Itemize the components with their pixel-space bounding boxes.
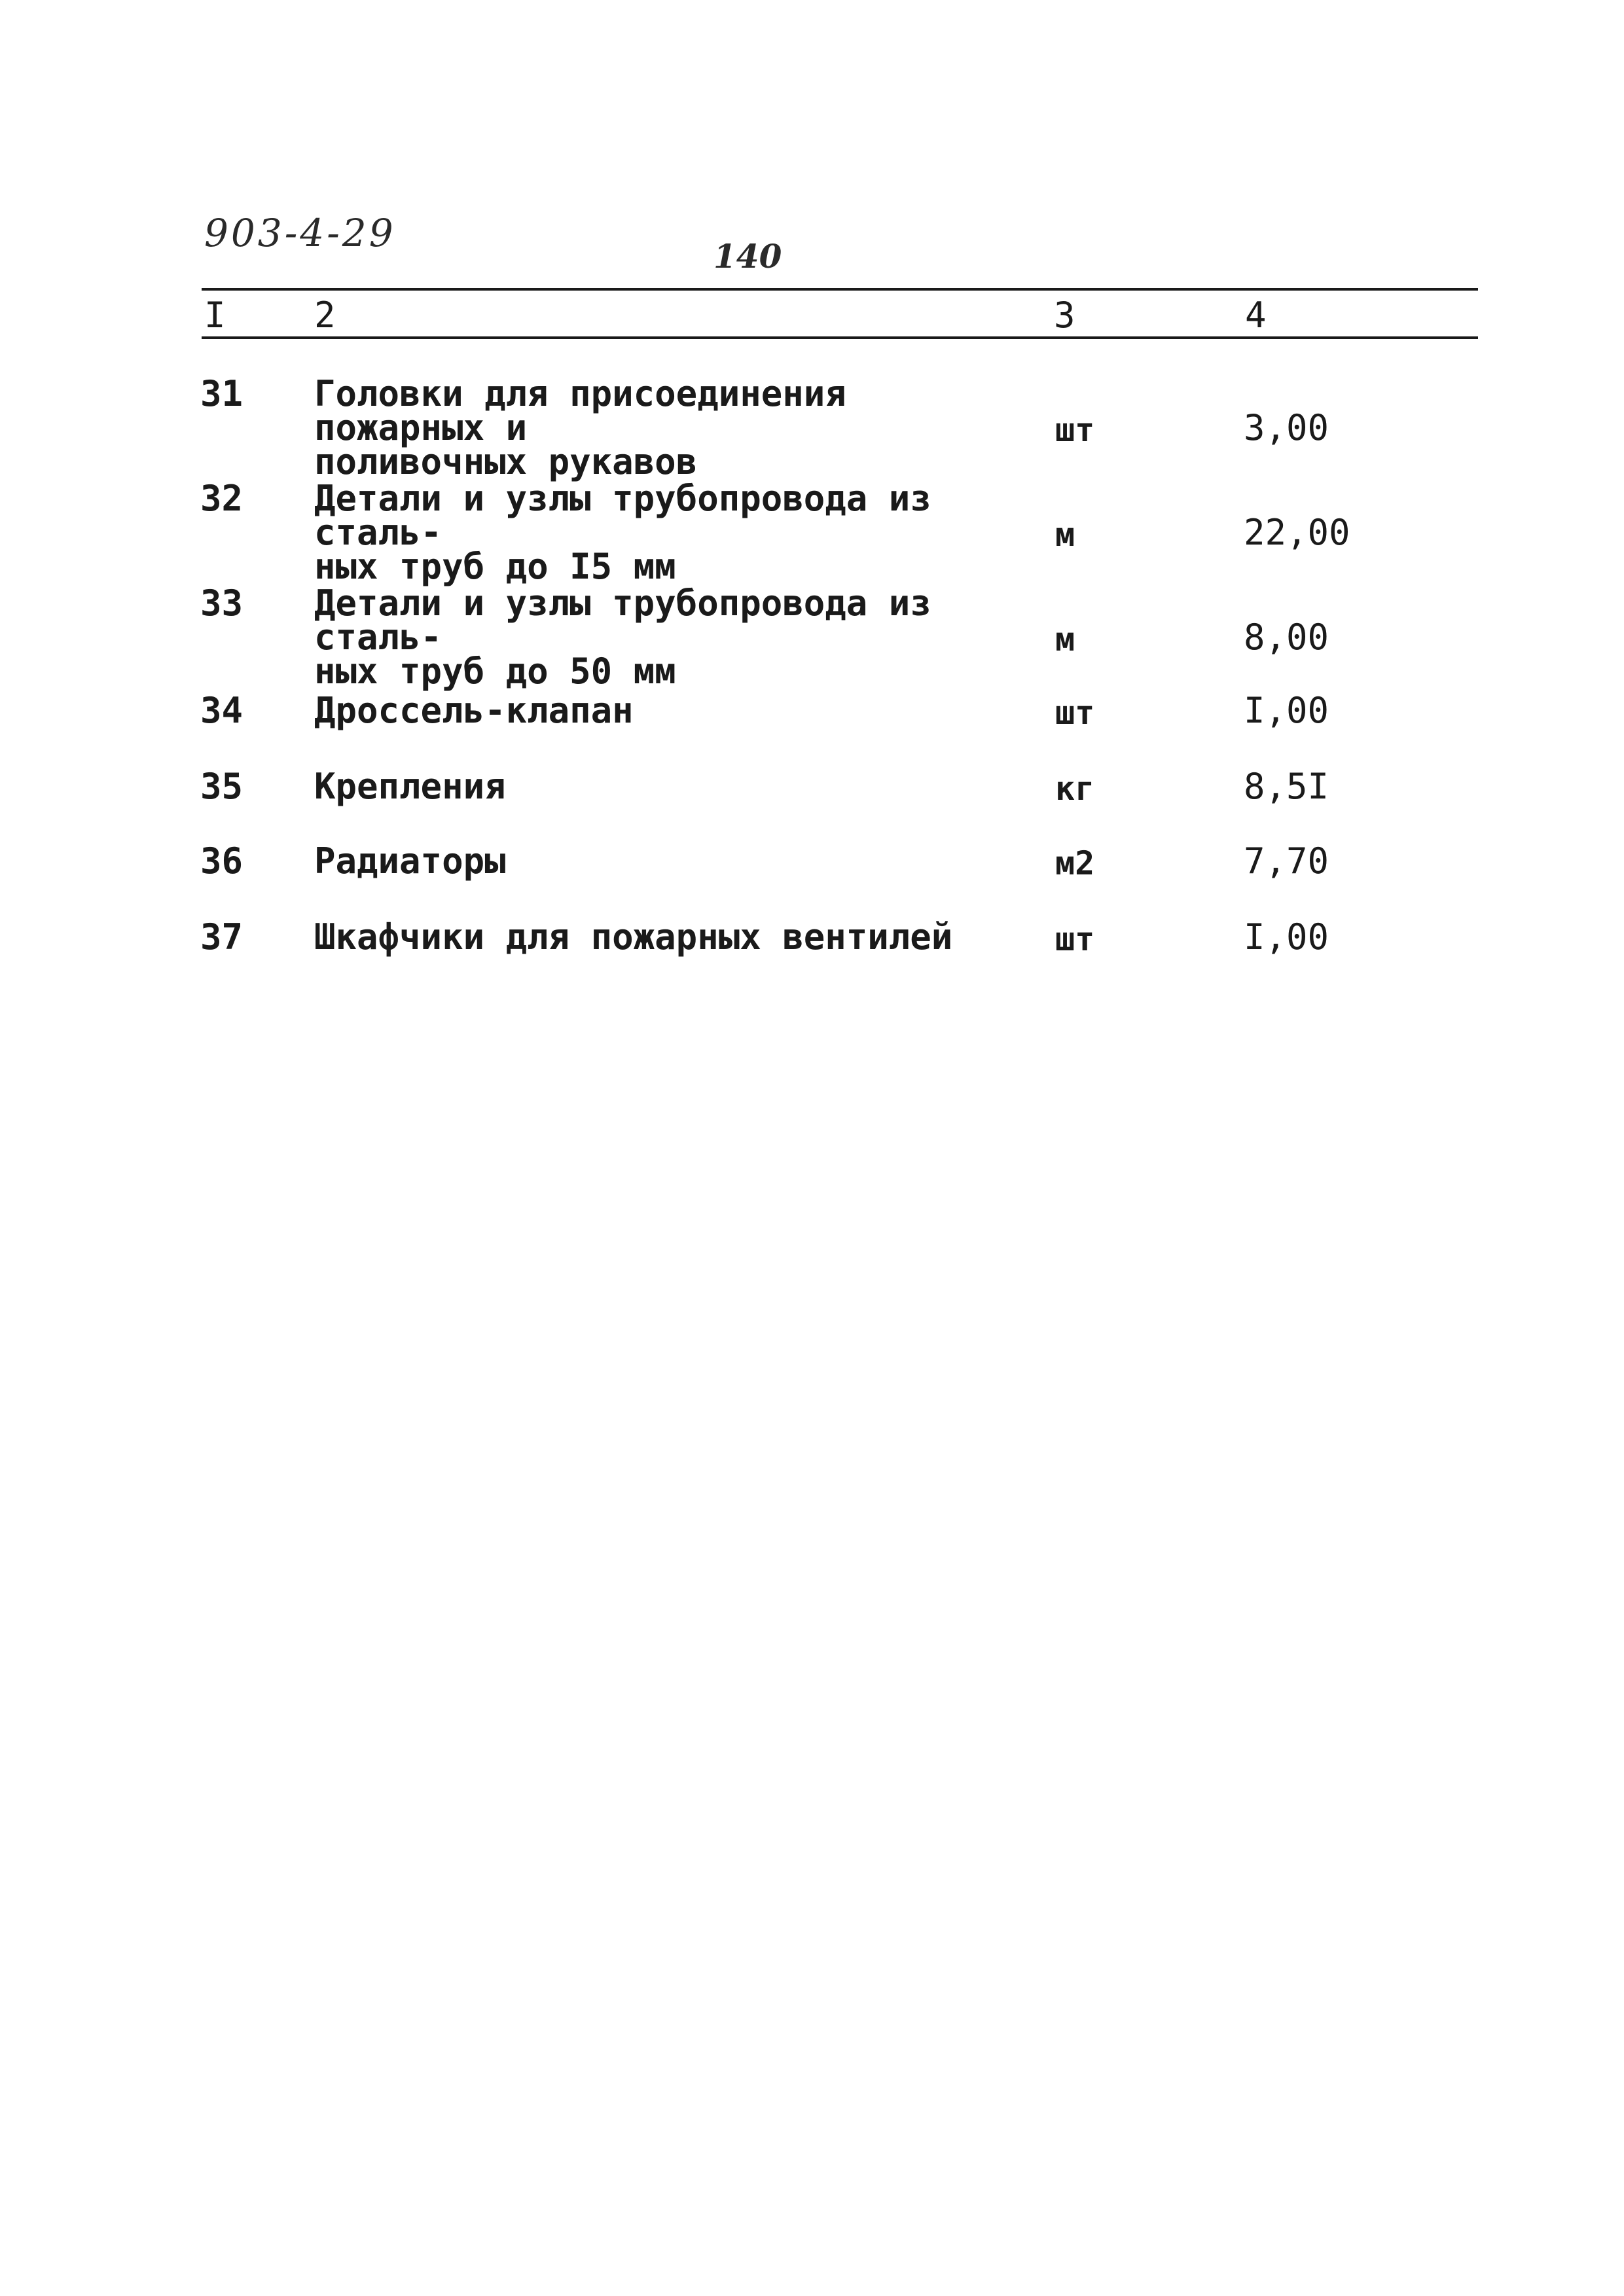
item-unit: м [1055,516,1075,554]
column-header-4: 4 [1245,295,1267,336]
row-number: 36 [200,840,244,882]
row-number: 31 [200,373,244,414]
page-number: 140 [713,237,782,276]
item-quantity: 8,5I [1244,766,1329,807]
column-header-3: 3 [1054,295,1075,336]
document-code: 903-4-29 [204,211,396,255]
column-header-2: 2 [314,295,336,336]
item-name: Детали и узлы трубопровода из сталь- ных труб до I5 мм [314,478,931,587]
item-name: Детали и узлы трубопровода из сталь- ных труб до 50 мм [314,583,931,692]
item-quantity: I,00 [1244,916,1329,958]
item-name: Головки для присоединения пожарных и поливочных рукавов [314,373,846,482]
item-quantity: I,00 [1244,690,1329,731]
item-name: Крепления [314,766,506,807]
item-name: Радиаторы [314,840,506,882]
row-number: 33 [200,583,244,624]
table-header-rule [202,336,1478,339]
item-quantity: 3,00 [1244,407,1329,448]
row-number: 34 [200,690,244,731]
row-number: 35 [200,766,244,807]
item-name: Дроссель-клапан [314,690,634,731]
item-name: Шкафчики для пожарных вентилей [314,916,953,958]
row-number: 32 [200,478,244,519]
item-unit: шт [1055,411,1095,449]
row-number: 37 [200,916,244,958]
item-quantity: 8,00 [1244,617,1329,658]
column-header-1: I [204,295,226,336]
item-quantity: 22,00 [1244,512,1350,553]
table-top-rule [202,288,1478,291]
item-unit: м2 [1055,844,1095,882]
item-unit: шт [1055,920,1095,958]
item-unit: шт [1055,694,1095,732]
item-quantity: 7,70 [1244,840,1329,882]
item-unit: кг [1055,770,1095,808]
item-unit: м [1055,620,1075,658]
